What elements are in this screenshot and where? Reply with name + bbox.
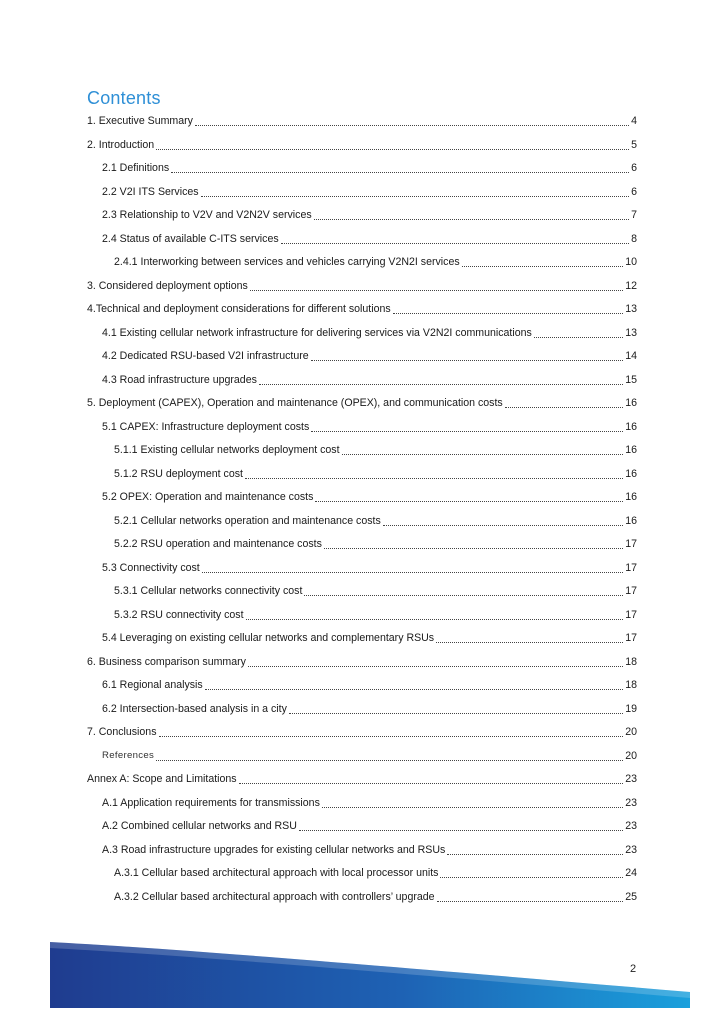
toc-entry[interactable] [102,817,637,833]
toc-entry-label: 2.4.1 Interworking between services and vehicles carrying V2N2I services [114,256,460,268]
dot-leader [436,641,623,643]
dot-leader [205,688,624,690]
dot-leader [245,477,623,479]
toc-entry-page: 4 [631,115,637,127]
toc-entry-label: A.3.1 Cellular based architectural approach with local processor units [114,867,439,879]
toc-entry[interactable] [87,653,637,669]
toc-entry-page: 6 [631,162,637,174]
toc-entry-page: 16 [625,444,637,456]
toc-title: Contents [87,88,161,108]
toc-entry-label: Annex A: Scope and Limitations [87,773,237,785]
toc-entry[interactable] [114,864,637,880]
toc-entry-label: A.2 Combined cellular networks and RSU [102,820,297,832]
toc-entry-label: 1. Executive Summary [87,115,193,127]
dot-leader [248,665,623,667]
toc-entry-page: 13 [625,303,637,315]
toc-entry-page: 10 [625,256,637,268]
toc-entry-label: 5.1.1 Existing cellular networks deployment cost [114,444,340,456]
toc-entry-label: 5.3 Connectivity cost [102,561,200,574]
toc-entry-page: 17 [625,632,637,644]
toc-entry[interactable] [114,465,637,481]
toc-entry-label: 5.1 CAPEX: Infrastructure deployment costs [102,420,310,433]
toc-entry-page: 5 [631,138,637,151]
dot-leader [393,312,624,314]
toc-entry-page: 23 [625,796,637,809]
toc-entry[interactable] [114,535,637,551]
toc-entry[interactable] [87,112,637,128]
dot-leader [324,547,623,549]
dot-leader [304,594,623,596]
toc-entry-page: 13 [625,326,637,339]
toc-entry-label: References [102,749,155,761]
toc-entry-label: 5.1.2 RSU deployment cost [114,467,243,480]
toc-entry-page: 19 [625,702,637,715]
dot-leader [289,712,623,714]
dot-leader [159,735,624,737]
dot-leader [239,782,624,784]
toc-entry[interactable] [102,347,637,363]
toc-entry[interactable] [114,606,637,622]
toc-entry-page: 17 [625,561,637,574]
toc-entry-page: 18 [625,655,637,668]
toc-entry[interactable] [102,183,637,199]
toc-entry-page: 24 [625,867,637,879]
toc-entry[interactable] [102,747,637,763]
toc-entry-label: 4.1 Existing cellular network infrastructure for delivering services via V2N2I communications [102,326,532,339]
toc-entry-page: 8 [631,232,637,245]
toc-entry-label: A.1 Application requirements for transmissions [102,796,320,809]
dot-leader [311,430,623,432]
dot-leader [383,524,623,526]
toc-entry[interactable] [102,324,637,340]
toc-entry-page: 16 [625,467,637,480]
toc-entry-label: 2.2 V2I ITS Services [102,185,199,198]
toc-entry-label: 5.2 OPEX: Operation and maintenance costs [102,491,314,503]
dot-leader [314,218,629,220]
toc-entry[interactable] [87,770,637,786]
toc-entry[interactable] [102,488,637,504]
toc-entry-label: 5.2.1 Cellular networks operation and maintenance costs [114,514,381,527]
dot-leader [259,383,623,385]
toc-entry-label: 3. Considered deployment options [87,279,248,292]
toc-entry[interactable] [114,512,637,528]
page-number: 2 [630,963,637,975]
toc-entry[interactable] [102,841,637,857]
toc-entry[interactable] [102,700,637,716]
toc-entry[interactable] [102,794,637,810]
toc-entry[interactable] [102,230,637,246]
toc-entry-page: 6 [631,185,637,198]
toc-entry[interactable] [102,418,637,434]
toc-entry-page: 23 [625,773,637,785]
dot-leader [447,853,623,855]
dot-leader [299,829,623,831]
toc-entry[interactable] [102,159,637,175]
toc-entry-label: 4.2 Dedicated RSU-based V2I infrastructure [102,350,309,362]
dot-leader [311,359,624,361]
dot-leader [201,195,630,197]
toc-entry-label: 5.4 Leveraging on existing cellular networks and complementary RSUs [102,632,435,644]
toc-entry[interactable] [102,371,637,387]
toc-entry-page: 20 [625,749,637,762]
toc-entry[interactable] [102,206,637,222]
toc-entry-page: 16 [625,420,637,433]
dot-leader [315,500,623,502]
toc-entry[interactable] [87,136,637,152]
toc-entry-label: 4.3 Road infrastructure upgrades [102,373,257,386]
toc-entry-page: 14 [625,350,637,362]
dot-leader [440,876,623,878]
toc-entry[interactable] [114,582,637,598]
dot-leader [281,242,629,244]
toc-entry-page: 17 [625,608,637,621]
toc-entry-label: 7. Conclusions [87,726,157,738]
toc-entry-label: 2.1 Definitions [102,162,170,174]
toc-entry-page: 7 [631,209,637,221]
toc-entry[interactable] [114,253,637,269]
toc-entry-label: 6. Business comparison summary [87,655,246,668]
toc-entry[interactable] [102,676,637,692]
toc-entry-label: 5.3.1 Cellular networks connectivity cost [114,585,303,597]
toc-entry-label: 5. Deployment (CAPEX), Operation and maintenance (OPEX), and communication costs [87,397,503,409]
footer-band [50,942,690,1008]
toc-entry[interactable] [114,441,637,457]
toc-entry-page: 16 [625,514,637,527]
toc-entry-label: 6.1 Regional analysis [102,679,203,691]
toc-entry-label: 4.Technical and deployment considerations for different solutions [87,303,391,315]
toc-entry-label: 2.4 Status of available C-ITS services [102,232,279,245]
dot-leader [505,406,623,408]
toc-entry[interactable] [102,629,637,645]
dot-leader [534,336,623,338]
toc-entry-page: 23 [625,820,637,832]
toc-entry-page: 16 [625,397,637,409]
toc-entry-label: 6.2 Intersection-based analysis in a city [102,702,287,715]
dot-leader [250,289,623,291]
toc-entry-label: 2. Introduction [87,138,155,151]
toc-entry-page: 16 [625,491,637,503]
toc-entry-page: 18 [625,679,637,691]
toc-entry[interactable] [87,300,637,316]
toc-entry[interactable] [87,277,637,293]
toc-entry[interactable] [102,559,637,575]
toc-entry-label: A.3 Road infrastructure upgrades for existing cellular networks and RSUs [102,843,446,856]
toc-entry-page: 23 [625,843,637,856]
toc-entry-page: 12 [625,279,637,292]
toc-entry-page: 20 [625,726,637,738]
toc-entry-label: 5.3.2 RSU connectivity cost [114,608,244,621]
toc-entry-label: A.3.2 Cellular based architectural approach with controllers’ upgrade [114,890,435,903]
dot-leader [437,900,624,902]
toc-entry-page: 15 [625,373,637,386]
dot-leader [195,124,629,126]
dot-leader [246,618,624,620]
toc-entry[interactable] [87,394,637,410]
dot-leader [156,759,623,761]
dot-leader [342,453,624,455]
toc-entry-page: 17 [625,538,637,550]
dot-leader [171,171,629,173]
toc-entry-label: 5.2.2 RSU operation and maintenance costs [114,538,322,550]
toc-entry[interactable] [87,723,637,739]
dot-leader [462,265,624,267]
dot-leader [322,806,623,808]
toc-entry-page: 25 [625,890,637,903]
toc-entry[interactable] [114,888,637,904]
dot-leader [156,148,629,150]
toc-entry-label: 2.3 Relationship to V2V and V2N2V services [102,209,312,221]
dot-leader [202,571,623,573]
toc-entry-page: 17 [625,585,637,597]
